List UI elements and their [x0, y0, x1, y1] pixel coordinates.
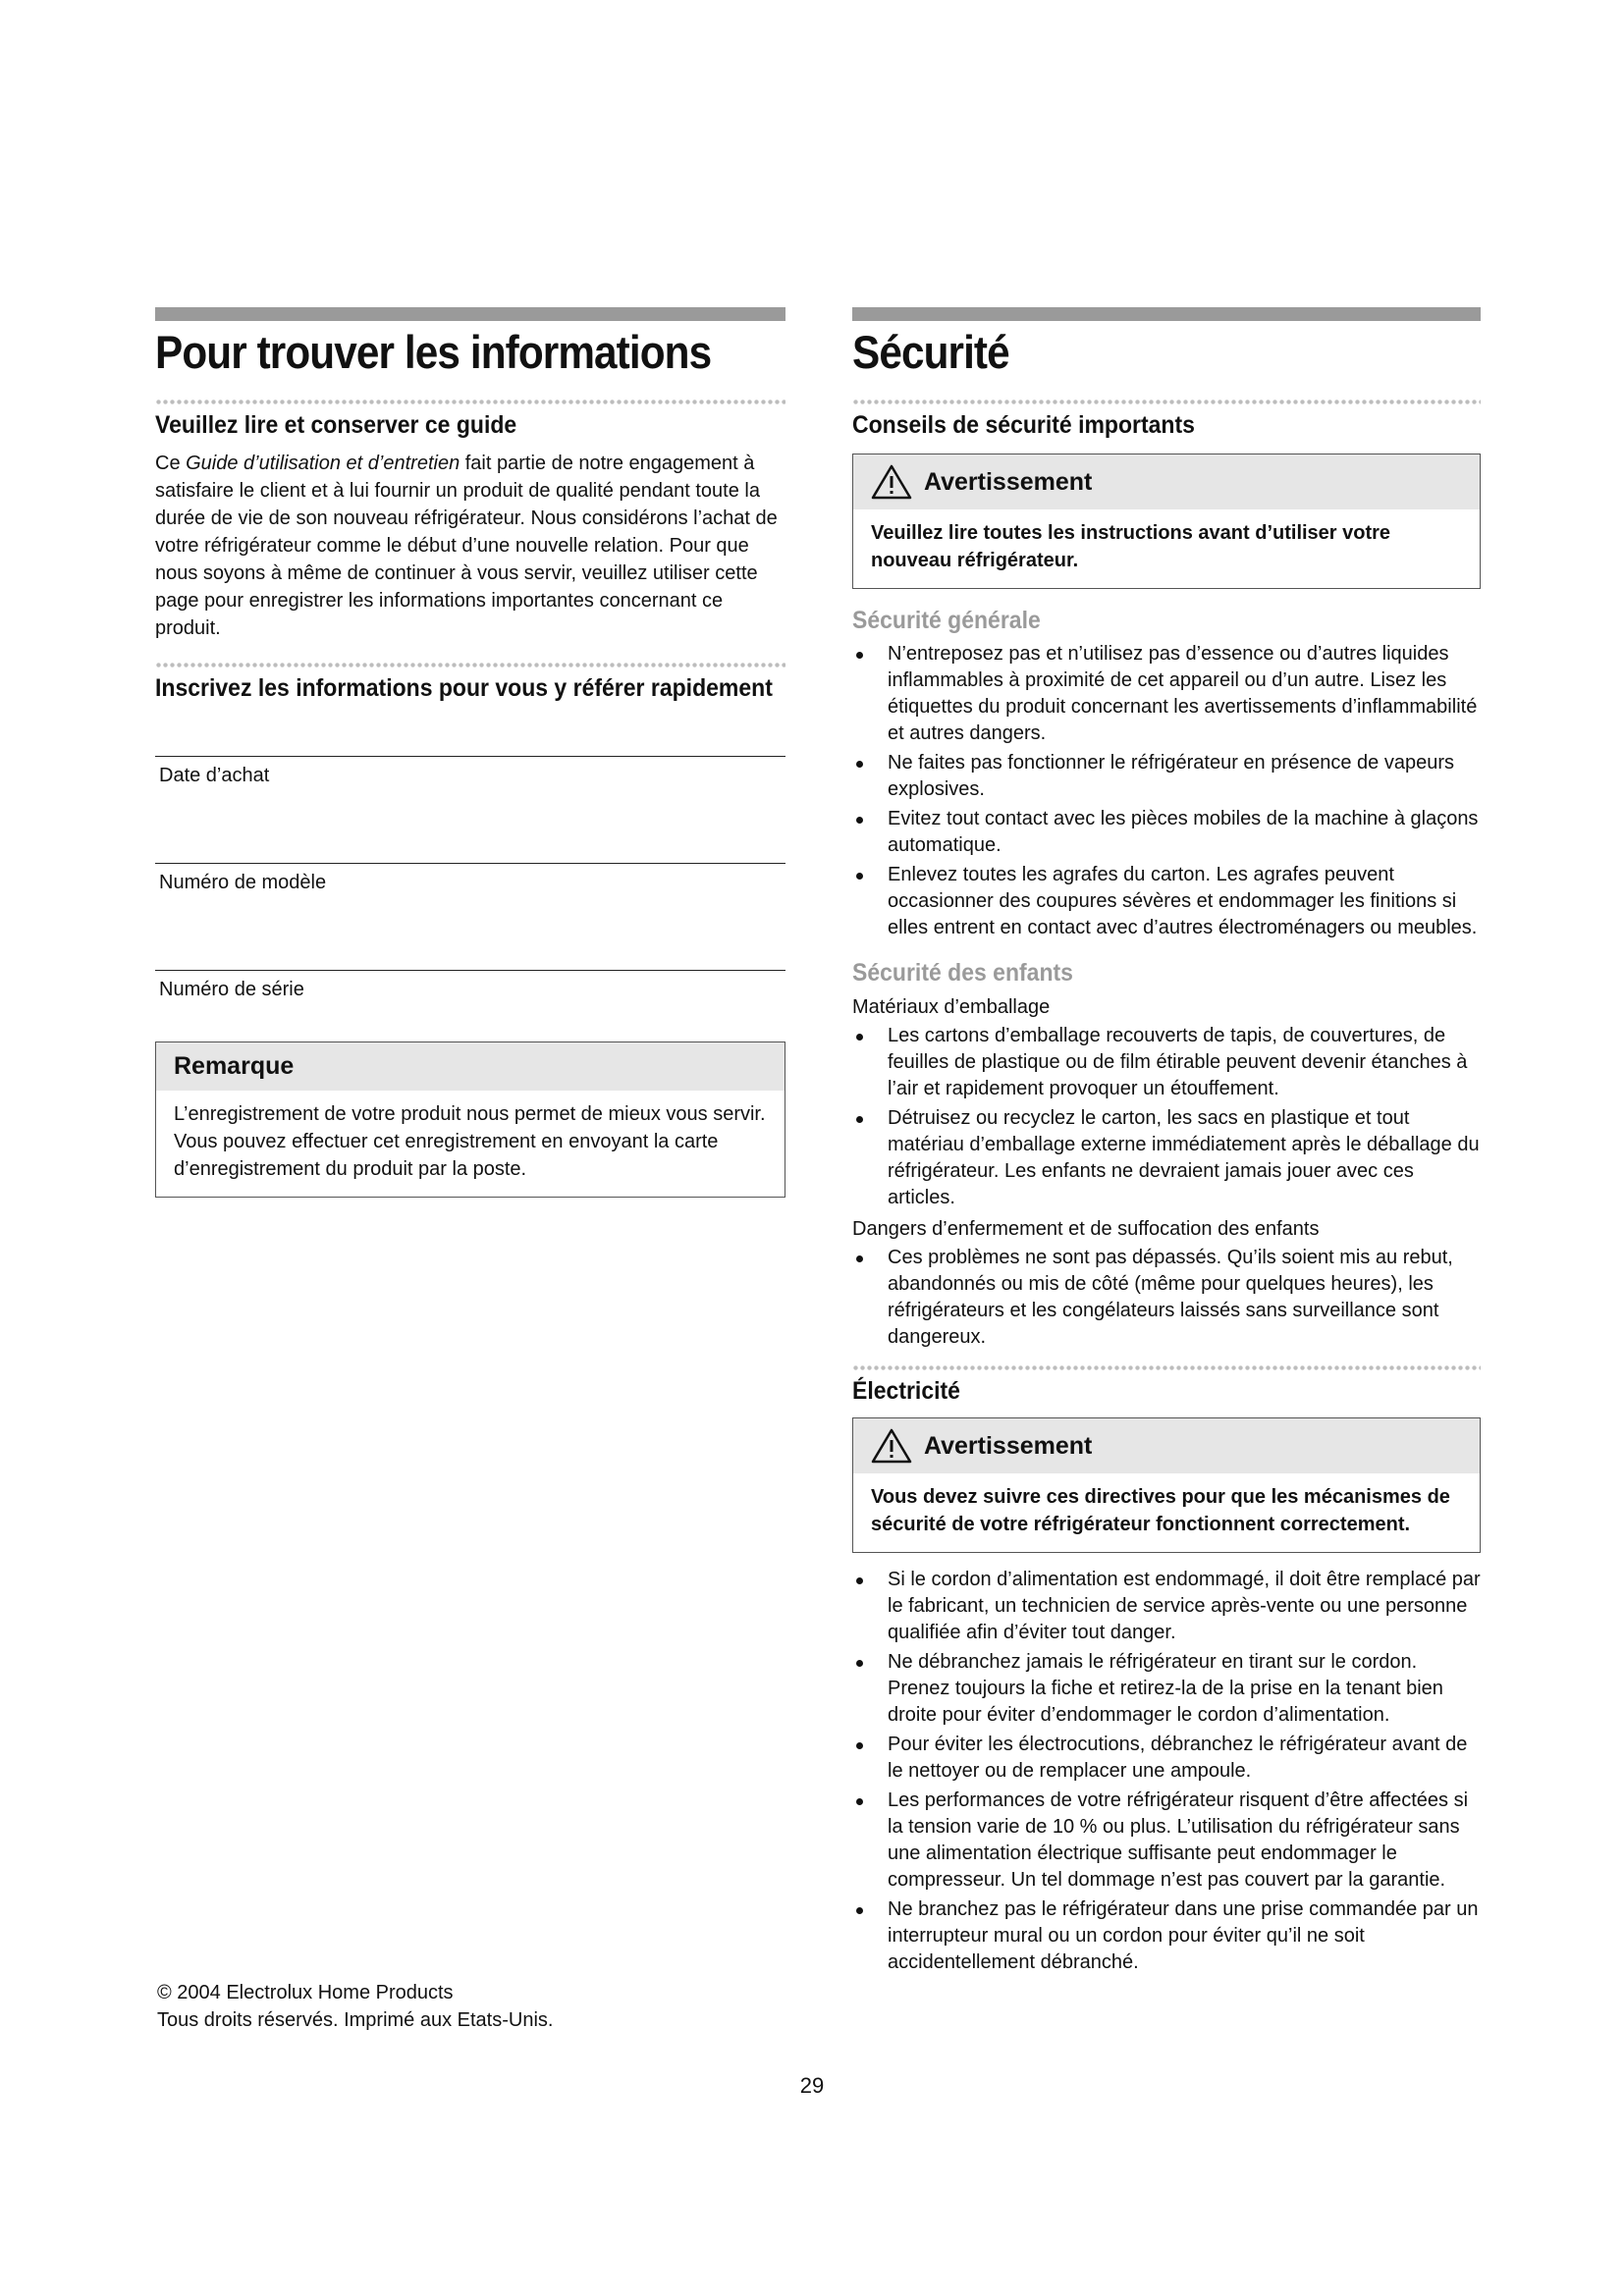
list-item: Détruisez ou recyclez le carton, les sacs en plastique et tout matériau d’emballage externe immédiatement après le déballage du réfrigérateur. Les enfants ne devraient jamais jouer avec ces articles. — [852, 1105, 1481, 1211]
record-field-model-number[interactable]: Numéro de modèle — [155, 863, 785, 929]
list-item: N’entreposez pas et n’utilisez pas d’essence ou d’autres liquides inflammables à proximité de cet appareil ou d’un autre. Lisez les étiquettes du produit concernant les avertissements d’inflammabilité et autres dangers. — [852, 641, 1481, 747]
warning-title: Avertissement — [924, 467, 1093, 496]
section-heading-electricity: Électricité — [852, 1377, 960, 1405]
electricity-list — [852, 1567, 1481, 1976]
warning-box-electricity — [852, 1417, 1481, 1553]
list-item: Les performances de votre réfrigérateur risquent d’être affectées si la tension varie de 10 % ou plus. L’utilisation du réfrigérateur sans une alimentation électrique suffisante peut endommager le compresseur. Un tel dommage n’est pas couvert par la garantie. — [852, 1788, 1481, 1894]
warning-body: Vous devez suivre ces directives pour que les mécanismes de sécurité de votre réfrigérateur fonctionnent correctement. — [871, 1486, 1450, 1535]
list-item: Ne faites pas fonctionner le réfrigérateur en présence de vapeurs explosives. — [852, 750, 1481, 803]
list-item: Enlevez toutes les agrafes du carton. Les agrafes peuvent occasionner des coupures sévères et endommager les finitions si elles entrent en contact avec d’autres électroménagers ou meubles. — [852, 862, 1481, 941]
left-column — [155, 307, 785, 1198]
copyright-line: © 2004 Electrolux Home Products — [157, 1982, 454, 2003]
warning-title: Avertissement — [924, 1431, 1093, 1460]
section-heading-conseils: Conseils de sécurité importants — [852, 411, 1195, 439]
remark-box — [155, 1041, 785, 1198]
record-field-serial-number[interactable]: Numéro de série — [155, 970, 785, 1036]
guide-title-italic: Guide d’utilisation et d’entretien — [186, 453, 460, 474]
remark-body: L’enregistrement de votre produit nous permet de mieux vous servir. Vous pouvez effectuer cet enregistrement en envoyant la carte d’enregistrement du produit par la poste. — [174, 1103, 766, 1180]
dotted-divider — [852, 1364, 1481, 1371]
general-safety-list — [852, 641, 1481, 941]
dotted-divider — [852, 399, 1481, 405]
section-bar — [852, 307, 1481, 321]
list-item: Pour éviter les électrocutions, débranchez le réfrigérateur avant de le nettoyer ou de remplacer une ampoule. — [852, 1732, 1481, 1785]
warning-triangle-icon — [871, 1428, 912, 1464]
packaging-list — [852, 1023, 1481, 1211]
page-title-right: Sécurité — [852, 326, 1009, 378]
dotted-divider — [155, 662, 785, 668]
list-item: Evitez tout contact avec les pièces mobiles de la machine à glaçons automatique. — [852, 806, 1481, 859]
warning-body: Veuillez lire toutes les instructions avant d’utiliser votre nouveau réfrigérateur. — [871, 522, 1391, 571]
warning-triangle-icon — [871, 464, 912, 500]
page-title-left: Pour trouver les informations — [155, 326, 712, 378]
remark-title: Remarque — [156, 1042, 785, 1091]
intro-paragraph: Ce Guide d’utilisation et d’entretien fait partie de notre engagement à satisfaire le client et à lui fournir un produit de qualité pendant toute la durée de vie de son nouveau réfrigérateur. Nous considérons l’achat de votre réfrigérateur comme le début d’une nouvelle relation. Pour que nous soyons à même de continuer à vous servir, veuillez utiliser cette page pour enregistrer les informations importantes concernant ce produit. — [155, 453, 778, 639]
rights-line: Tous droits réservés. Imprimé aux Etats-Unis. — [157, 2009, 554, 2031]
list-item: Ces problèmes ne sont pas dépassés. Qu’ils soient mis au rebut, abandonnés ou mis de côté (même pour quelques heures), les réfrigérateurs et les congélateurs laissés sans surveillance sont dangereux. — [852, 1245, 1481, 1351]
record-field-purchase-date[interactable]: Date d’achat — [155, 756, 785, 822]
list-item: Si le cordon d’alimentation est endommagé, il doit être remplacé par le fabricant, un technicien de service après-vente ou une personne qualifiée afin d’éviter tout danger. — [852, 1567, 1481, 1646]
warning-box-general — [852, 454, 1481, 589]
entrapment-list — [852, 1245, 1481, 1351]
sub-label-entrapment: Dangers d’enfermement et de suffocation des enfants — [852, 1218, 1320, 1240]
subsection-heading-general: Sécurité générale — [852, 607, 1041, 634]
list-item: Ne branchez pas le réfrigérateur dans une prise commandée par un interrupteur mural ou un cordon pour éviter qu’il ne soit accidentellement débranché. — [852, 1896, 1481, 1976]
right-column — [852, 307, 1481, 1979]
section-heading-record: Inscrivez les informations pour vous y référer rapidement — [155, 674, 773, 702]
section-heading-guide: Veuillez lire et conserver ce guide — [155, 411, 517, 439]
dotted-divider — [155, 399, 785, 405]
page-number: 29 — [799, 2073, 825, 2098]
sub-label-packaging: Matériaux d’emballage — [852, 996, 1051, 1018]
section-bar — [155, 307, 785, 321]
list-item: Les cartons d’emballage recouverts de tapis, de couvertures, de feuilles de plastique ou de film étirable peuvent devenir étanches à l’air et rapidement provoquer un étouffement. — [852, 1023, 1481, 1102]
list-item: Ne débranchez jamais le réfrigérateur en tirant sur le cordon. Prenez toujours la fiche et retirez-la de la prise en la tenant bien droite pour éviter d’endommager le cordon d’alimentation. — [852, 1649, 1481, 1729]
subsection-heading-children: Sécurité des enfants — [852, 959, 1073, 987]
warning-header — [853, 1418, 1480, 1473]
warning-header — [853, 454, 1480, 509]
copyright-footer — [157, 1979, 553, 2034]
